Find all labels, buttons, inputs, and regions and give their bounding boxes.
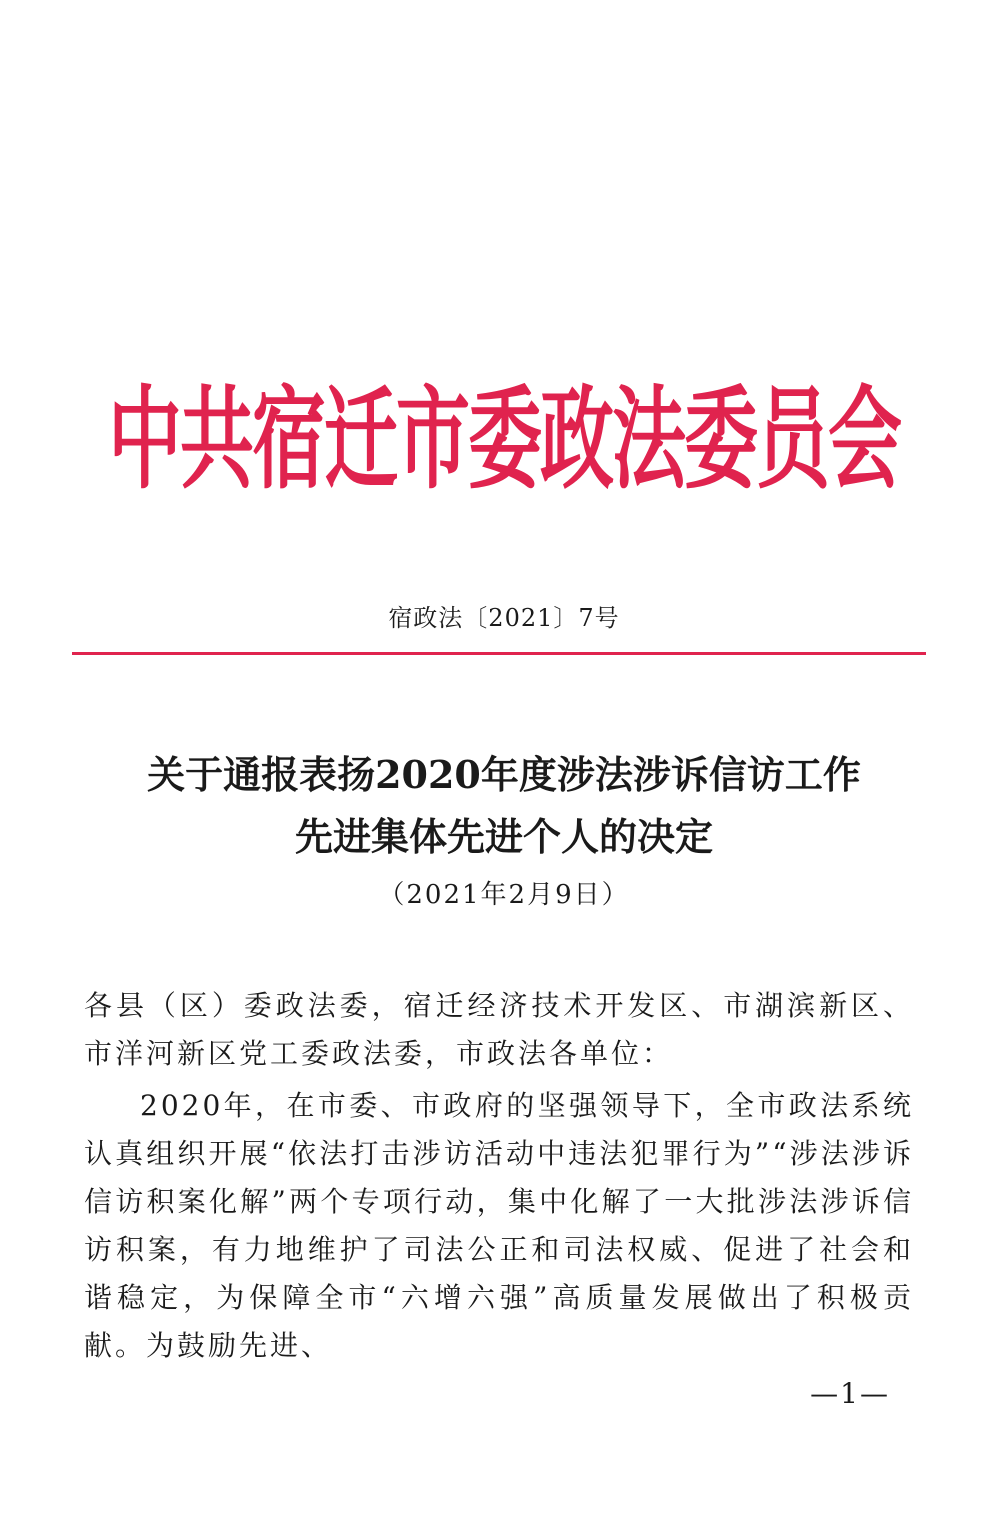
document-number: 宿政法〔2021〕7号 — [388, 604, 620, 632]
body-paragraph: 2020年，在市委、市政府的坚强领导下，全市政法系统认真组织开展“依法打击涉访活动中违法犯罪行为”“涉法涉诉信访积案化解”两个专项行动，集中化解了一大批涉法涉诉信访积案，有力地维护了司法公正和司法权威、促进了社会和谐稳定，为保障全市“六增六强”高质量发展做出了积极贡献。为鼓励先进、 — [84, 1089, 914, 1362]
issuing-organization-header: 中共宿迁市委政法委员会 — [108, 375, 900, 505]
document-title-line-1: 关于通报表扬2020年度涉法涉诉信访工作 — [147, 752, 861, 797]
red-separator-line — [72, 652, 926, 655]
recipients-paragraph: 各县（区）委政法委，宿迁经济技术开发区、市湖滨新区、市洋河新区党工委政法委，市政法各单位： — [84, 989, 914, 1070]
document-title-line-2: 先进集体先进个人的决定 — [294, 814, 713, 859]
page-number: —1— — [810, 1377, 890, 1410]
document-date: （2021年2月9日） — [378, 880, 630, 910]
